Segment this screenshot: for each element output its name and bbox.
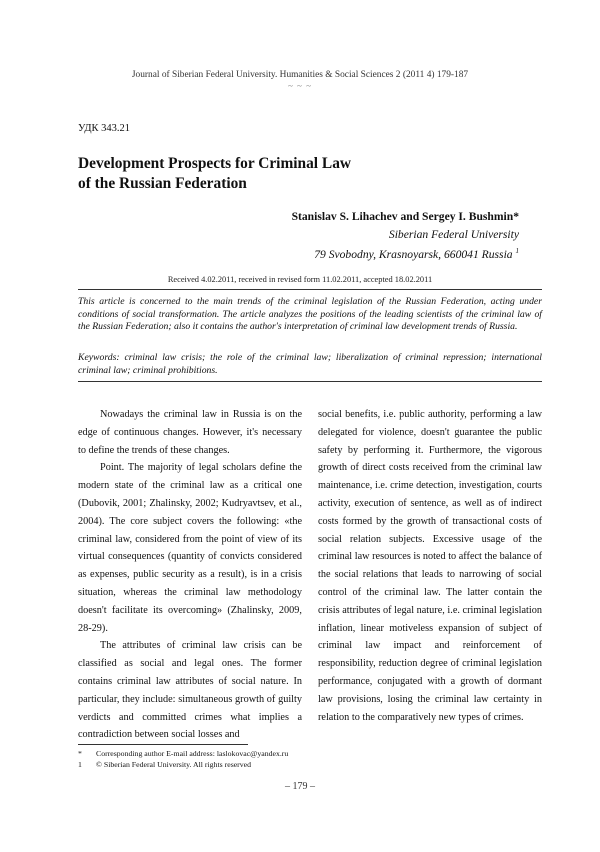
abstract-top-rule xyxy=(78,289,542,290)
affiliation-line-1: Siberian Federal University xyxy=(388,228,519,241)
body-paragraph: The attributes of criminal law crisis can be classified as social and legal ones. The former contains criminal law attributes of social nature. In particular, they include: simultaneous growth of guilty verdicts and committed crimes what implies a contradiction between social losses and xyxy=(78,640,302,741)
affiliation-footnote-mark: 1 xyxy=(515,247,519,255)
keywords: Keywords: criminal law crisis; the role of the criminal law; liberalization of criminal repression; international criminal law; criminal prohibitions. xyxy=(78,352,542,376)
article-title xyxy=(78,154,518,194)
title-line-1: Development Prospects for Criminal Law xyxy=(78,155,352,172)
footnote xyxy=(78,749,288,759)
footnote-rule xyxy=(78,744,248,745)
page-number: – 179 – xyxy=(285,781,315,792)
abstract: This article is concerned to the main trends of the criminal legislation of the Russian Federation, acting under conditions of social transformation. The article analyzes the positions of the leading scientists of the criminal law of the Russian Federation; also it contains the author's interpretation of criminal law development trends of Russia. xyxy=(78,296,542,333)
body-right-column xyxy=(318,406,542,726)
affiliation-address: 79 Svobodny, Krasnoyarsk, 660041 Russia xyxy=(314,247,513,261)
body-paragraph: social benefits, i.e. public authority, performing a law delegated for violence, doesn't guarantee the public safety by performing it. Furthermore, the vigorous growth of direct costs received from the criminal law maintenance, i.e. crime detection, investigation, courts activity, execution of sentence, as well as of indirect costs formed by the growth of transactional costs of social relation subjects. Excessive usage of the criminal law resources is noted to affect the balance of the social relations that leads to narrowing of social control of the criminal law. The latter contain the crisis attributes of legal nature, i.e. criminal legislation inflation, linear motiveless expansion of subject of criminal law impact and reinforcement of responsibility, reduction degree of criminal legislation performance, conjugated with a growth of dormant law provisions, losing the criminal law certainty in relation to the comparatively new types of crimes. xyxy=(318,409,542,723)
body-left-column xyxy=(78,406,302,744)
title-line-2: of the Russian Federation xyxy=(78,175,247,192)
abstract-bottom-rule xyxy=(78,381,542,382)
footnote-text: © Siberian Federal University. All rights reserved xyxy=(96,760,252,769)
udk-code: УДК 343.21 xyxy=(78,123,131,134)
header-ornament: ~ ~ ~ xyxy=(287,81,313,91)
received-dates: Received 4.02.2011, received in revised form 11.02.2011, accepted 18.02.2011 xyxy=(167,275,433,284)
footnote-mark: 1 xyxy=(78,760,82,769)
body-paragraph: Nowadays the criminal law in Russia is on the edge of continuous changes. However, it's necessary to define the trends of these changes. xyxy=(78,409,302,456)
authors: Stanislav S. Lihachev and Sergey I. Bushmin* xyxy=(291,210,519,223)
affiliation xyxy=(314,226,519,263)
body-paragraph: Point. The majority of legal scholars define the modern state of the criminal law as a critical one (Dubovik, 2001; Zhalinsky, 2002; Kudryavtsev, et al., 2004). The core subject covers the following: «the criminal law, considered from the point of view of its virtual consequences (quantity of convicts considered as expenses, public security as a result), is in a crisis situation, whereas the criminal law methodology doesn't facilitate its overcoming» (Zhalinsky, 2009, 28-29). xyxy=(78,462,302,634)
footnote xyxy=(78,760,251,770)
footnote-text: Corresponding author E-mail address: laslokovac@yandex.ru xyxy=(96,749,289,758)
footnote-mark: * xyxy=(78,749,82,758)
affiliation-line-2 xyxy=(314,243,519,263)
journal-header: Journal of Siberian Federal University. Humanities & Social Sciences 2 (2011 4) 179-187 xyxy=(131,70,469,80)
